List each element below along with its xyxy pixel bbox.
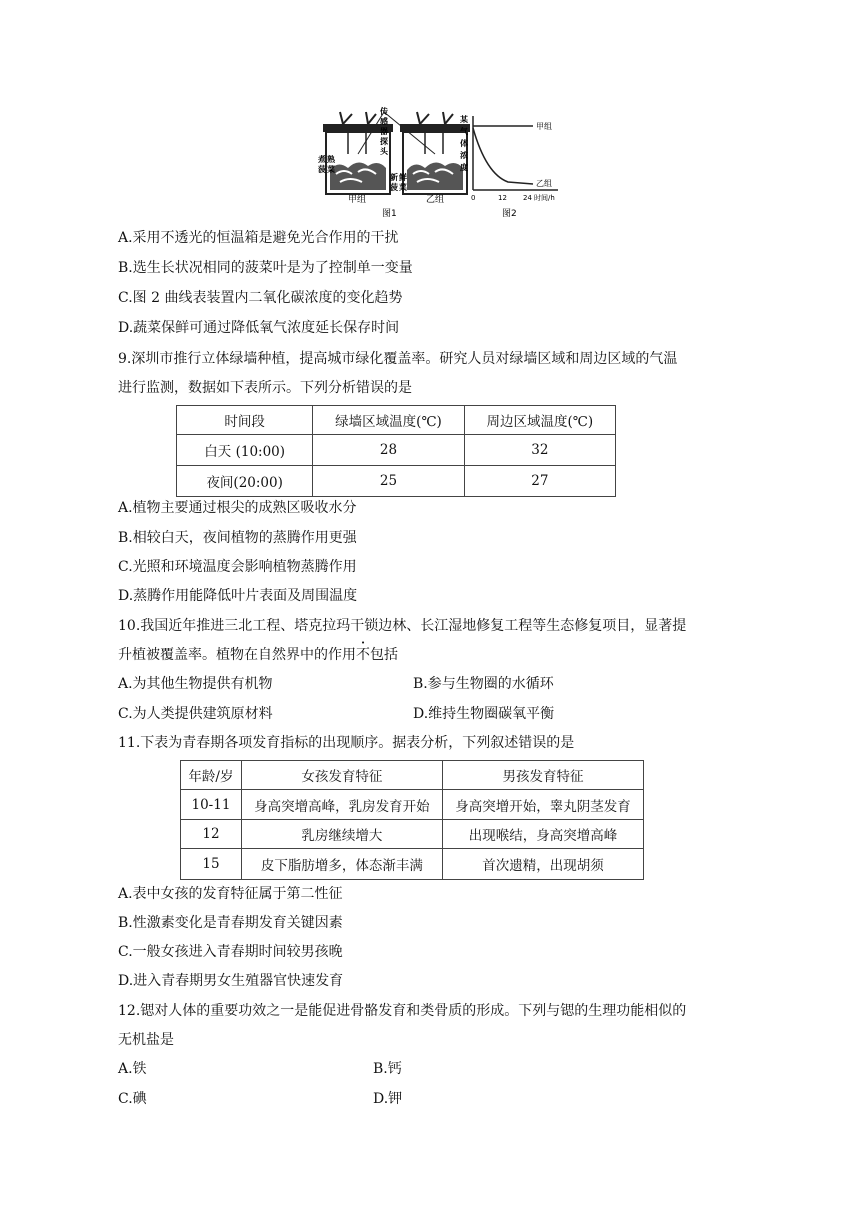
q9-table [176, 405, 616, 497]
graph-ylabel: 某气体浓度 [460, 115, 468, 172]
q11-cell: 15 [181, 849, 242, 880]
q10-option-b: B.参与生物圈的水循环 [413, 676, 554, 692]
q9-stem-line1: 9.深圳市推行立体绿墙种植，提高城市绿化覆盖率。研究人员对绿墙区域和周边区域的气温 [118, 351, 678, 367]
q9-header-0: 时间段 [177, 406, 313, 435]
q9-cell: 28 [313, 435, 464, 466]
q11-header-0: 年龄/岁 [181, 761, 242, 790]
jar1-label: 甲组 [348, 195, 367, 205]
q9-option-c: C.光照和环境温度会影响植物蒸腾作用 [118, 559, 357, 575]
q9-option-b: B.相较白天，夜间植物的蒸腾作用更强 [118, 530, 357, 546]
q9-option-d: D.蒸腾作用能降低叶片表面及周围温度 [118, 588, 358, 604]
q11-cell: 12 [181, 820, 242, 849]
q11-header-2: 男孩发育特征 [442, 761, 643, 790]
q11-cell: 皮下脂肪增多，体态渐丰满 [241, 849, 442, 880]
q12-option-d: D.钾 [373, 1091, 403, 1107]
fig1-caption: 图1 [382, 209, 397, 219]
jar2-label: 乙组 [426, 195, 445, 205]
line2-label: 乙组 [536, 179, 552, 188]
q10-stem-line2 [118, 645, 398, 665]
q10-option-c: C.为人类提供建筑原材料 [118, 706, 273, 722]
q9-header-1: 绿墙区域温度(℃) [313, 406, 464, 435]
q10-stem-line1: 10.我国近年推进三北工程、塔克拉玛干锁边林、长江湿地修复工程等生态修复项目，显著提 [118, 618, 687, 634]
q9-cell: 32 [464, 435, 615, 466]
q11-cell: 身高突增开始，睾丸阴茎发育 [442, 790, 643, 820]
q12-stem-line1: 12.锶对人体的重要功效之一是能促进骨骼发育和类骨质的形成。下列与锶的生理功能相似的 [118, 1003, 687, 1019]
q9-stem-line2: 进行监测，数据如下表所示。下列分析错误的是 [118, 380, 412, 396]
q8-option-b: B.选生长状况相同的菠菜叶是为了控制单一变量 [118, 260, 413, 276]
experiment-figure [318, 104, 568, 220]
tick-0: 0 [471, 194, 476, 202]
tick-24: 24 [523, 194, 532, 202]
q11-stem: 11.下表为青春期各项发育指标的出现顺序。据表分析，下列叙述错误的是 [118, 735, 575, 751]
q11-option-d: D.进入青春期男女生殖器官快速发育 [118, 973, 344, 989]
q11-option-c: C.一般女孩进入青春期时间较男孩晚 [118, 944, 343, 960]
q10-stem-emphasis: 不 [356, 647, 370, 663]
q10-option-d: D.维持生物圈碳氧平衡 [413, 706, 555, 722]
q8-option-a: A.采用不透光的恒温箱是避免光合作用的干扰 [118, 230, 399, 246]
q10-stem-post: 包括 [370, 647, 398, 663]
q9-cell: 夜间(20:00) [177, 466, 313, 497]
tick-12: 12 [498, 194, 507, 202]
q9-option-a: A.植物主要通过根尖的成熟区吸收水分 [118, 500, 357, 516]
line-group2 [473, 128, 533, 184]
q12-option-c: C.碘 [118, 1091, 147, 1107]
q8-option-c: C.图 2 曲线表装置内二氧化碳浓度的变化趋势 [118, 290, 403, 306]
line1-label: 甲组 [536, 122, 552, 131]
q12-stem-line2: 无机盐是 [118, 1032, 174, 1048]
q9-cell: 25 [313, 466, 464, 497]
q10-stem-pre: 升植被覆盖率。植物在自然界中的作用 [118, 647, 356, 663]
q11-header-1: 女孩发育特征 [241, 761, 442, 790]
q11-option-a: A.表中女孩的发育特征属于第二性征 [118, 886, 343, 902]
mid-label: 新鲜菠菜 [390, 173, 407, 192]
q11-cell: 身高突增高峰，乳房发育开始 [241, 790, 442, 820]
q10-option-a: A.为其他生物提供有机物 [118, 676, 273, 692]
concentration-graph [460, 114, 558, 219]
q12-option-a: A.铁 [118, 1061, 147, 1077]
q9-header-2: 周边区域温度(℃) [464, 406, 615, 435]
sensor-label: 传感器探头 [380, 107, 388, 156]
q9-cell: 27 [464, 466, 615, 497]
graph-xlabel: 时间/h [534, 194, 555, 202]
q11-option-b: B.性激素变化是青春期发育关键因素 [118, 915, 343, 931]
q8-option-d: D.蔬菜保鲜可通过降低氧气浓度延长保存时间 [118, 320, 400, 336]
q11-table [180, 760, 644, 880]
q11-cell: 乳房继续增大 [241, 820, 442, 849]
q11-cell: 10-11 [181, 790, 242, 820]
q9-cell: 白天 (10:00) [177, 435, 313, 466]
left-label: 煮熟菠菜 [318, 155, 335, 174]
fig2-caption: 图2 [502, 209, 517, 219]
q11-cell: 出现喉结，身高突增高峰 [442, 820, 643, 849]
q11-cell: 首次遗精，出现胡须 [442, 849, 643, 880]
q12-option-b: B.钙 [373, 1061, 402, 1077]
